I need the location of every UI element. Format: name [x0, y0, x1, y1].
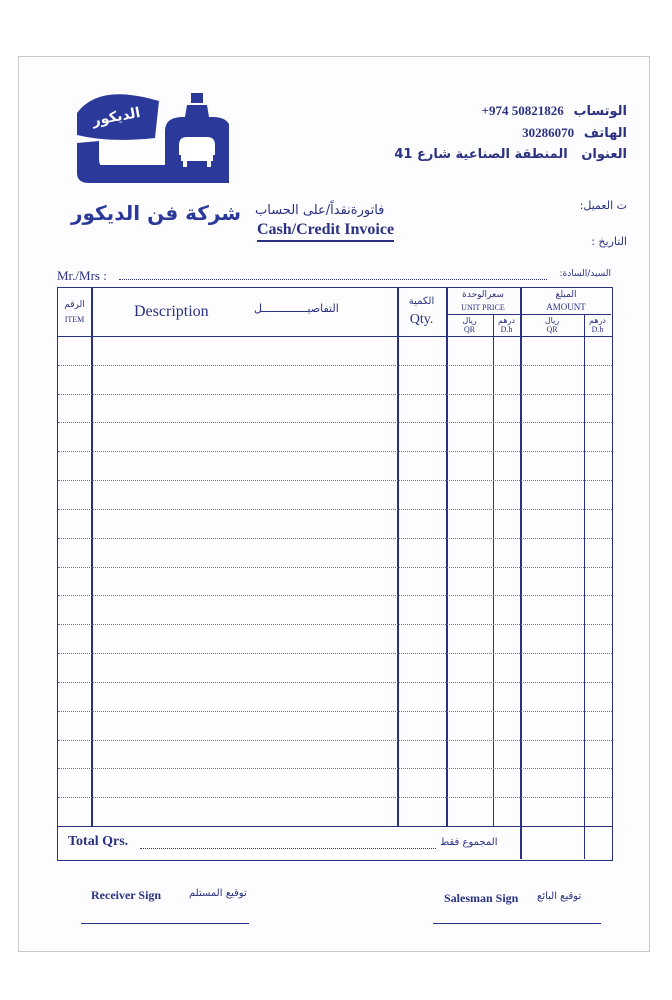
address-value: المنطقة الصناعية شارع 41	[394, 147, 568, 162]
company-name: شركة فن الديكور	[71, 201, 241, 225]
header-description-ar: التفاصيــــــــــــــل	[254, 302, 339, 315]
header-amount-en: AMOUNT	[546, 302, 586, 312]
table-row	[58, 768, 612, 769]
table-row	[58, 365, 612, 366]
receiver-sign-line	[81, 923, 249, 924]
invoice-title-ar: فاتورةنقداً/على الحساب	[255, 203, 385, 218]
phone-row	[522, 125, 627, 141]
table-row	[58, 711, 612, 712]
table-row	[58, 740, 612, 741]
receiver-sign-ar: توقيع المستلم	[189, 888, 247, 899]
col-line-qty	[446, 288, 448, 826]
mrmrs-label: Mr./Mrs :	[57, 268, 107, 283]
header-amount-ar: المبلغ	[555, 290, 577, 300]
table-row	[58, 595, 612, 596]
invoice-title-en: Cash/Credit Invoice	[257, 221, 394, 242]
mrmrs-line	[119, 279, 547, 280]
table-row	[58, 394, 612, 395]
unit-qr: QR	[463, 325, 476, 334]
total-line	[140, 848, 436, 849]
table-total-divider	[58, 826, 612, 827]
unit-riyal-ar: ريال	[462, 316, 477, 325]
phone-label: الهاتف	[583, 126, 627, 141]
salesman-sign-line	[433, 923, 601, 924]
whatsapp-label: الوتساب	[573, 104, 627, 119]
table-row	[58, 538, 612, 539]
receiver-sign-en: Receiver Sign	[91, 888, 162, 902]
mrmrs-label-ar: السيد/السادة:	[559, 269, 611, 279]
header-unit-ar: سعرالوحدة	[462, 290, 504, 300]
col-line-item	[91, 288, 93, 826]
whatsapp-row	[482, 103, 627, 119]
table-row	[58, 653, 612, 654]
amount-dh: D.h	[591, 325, 604, 334]
unit-dh: D.h	[500, 325, 513, 334]
company-logo	[69, 83, 229, 193]
address-label: العنوان	[581, 147, 627, 162]
header-description-en: Description	[134, 303, 209, 320]
header-unit-en: UNIT PRICE	[461, 303, 505, 312]
date-label: التاريخ :	[591, 235, 627, 248]
total-label-ar: المجموع فقط	[440, 837, 498, 848]
col-line-amount-mid	[584, 314, 585, 859]
table-row	[58, 682, 612, 683]
whatsapp-value: +974 50821826	[481, 103, 564, 118]
header-qty-en: Qty.	[409, 312, 434, 327]
table-row	[58, 422, 612, 423]
header-qty-ar: الكمية	[408, 296, 435, 307]
amount-qr: QR	[546, 325, 558, 334]
salesman-sign-ar: توقيع البائع	[537, 891, 582, 902]
logo-text: الديكور	[91, 104, 142, 130]
col-line-unit	[520, 288, 522, 859]
amount-dirham-ar: درهم	[589, 316, 606, 325]
phone-value: 30286070	[522, 125, 575, 140]
address-row	[394, 147, 627, 162]
amount-riyal-ar: ريال	[544, 316, 560, 325]
items-table	[57, 287, 613, 861]
table-row	[58, 567, 612, 568]
header-item-en: ITEM	[64, 315, 85, 324]
total-label-en: Total Qrs.	[68, 834, 129, 849]
invoice-sheet	[18, 56, 650, 952]
col-line-desc	[397, 288, 399, 826]
table-row	[58, 624, 612, 625]
client-label: ت العميل:	[579, 199, 627, 212]
subheader-line	[446, 314, 611, 315]
table-row	[58, 797, 612, 798]
table-row	[58, 451, 612, 452]
salesman-sign-en: Salesman Sign	[444, 891, 519, 905]
col-line-unit-mid	[493, 314, 494, 826]
header-item-ar: الرقم	[64, 300, 85, 310]
table-header-divider	[58, 336, 612, 337]
unit-dirham-ar: درهم	[498, 316, 515, 325]
table-row	[58, 480, 612, 481]
table-row	[58, 509, 612, 510]
